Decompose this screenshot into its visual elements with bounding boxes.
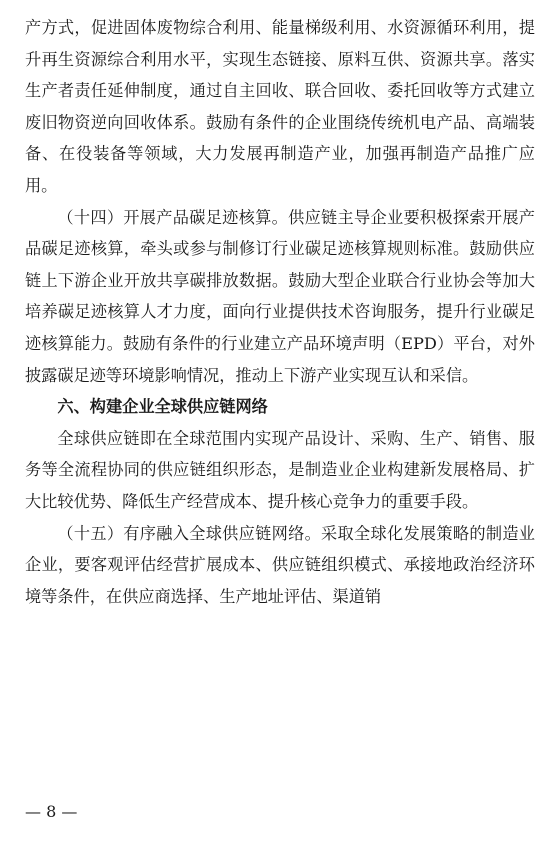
page-number: — 8 — xyxy=(25,802,78,821)
paragraph-section-15: （十五）有序融入全球供应链网络。采取全球化发展策略的制造业企业，要客观评估经营扩展成本、供应链组织模式、承接地政治经济环境等条件，在供应商选择、生产地址评估、渠道销 xyxy=(25,523,535,606)
paragraph-continuation: 产方式，促进固体废物综合利用、能量梯级利用、水资源循环利用，提升再生资源综合利用水平，实现生态链接、原料互供、资源共享。落实生产者责任延伸制度，通过自主回收、联合回收、委托回收等方式建立废旧物资逆向回收体系。鼓励有条件的企业围绕传统机电产品、高端装备、在役装备等领域，大力发展再制造产业，加强再制造产品推广应用。 xyxy=(25,18,535,195)
paragraph-intro: 全球供应链即在全球范围内实现产品设计、采购、生产、销售、服务等全流程协同的供应链组织形态，是制造业企业构建新发展格局、扩大比较优势、降低生产经营成本、提升核心竞争力的重要手段。 xyxy=(25,428,535,511)
section-heading: 六、构建企业全球供应链网络 xyxy=(57,397,268,417)
paragraph-section-14: （十四）开展产品碳足迹核算。供应链主导企业要积极探索开展产品碳足迹核算，牵头或参与制修订行业碳足迹核算规则标准。鼓励供应链上下游企业开放共享碳排放数据。鼓励大型企业联合行业协会等加大培养碳足迹核算人才力度，面向行业提供技术咨询服务，提升行业碳足迹核算能力。鼓励有条件的行业建立产品环境声明（EPD）平台，对外披露碳足迹等环境影响情况，推动上下游产业实现互认和采信。 xyxy=(25,207,535,385)
document-body xyxy=(25,12,535,612)
